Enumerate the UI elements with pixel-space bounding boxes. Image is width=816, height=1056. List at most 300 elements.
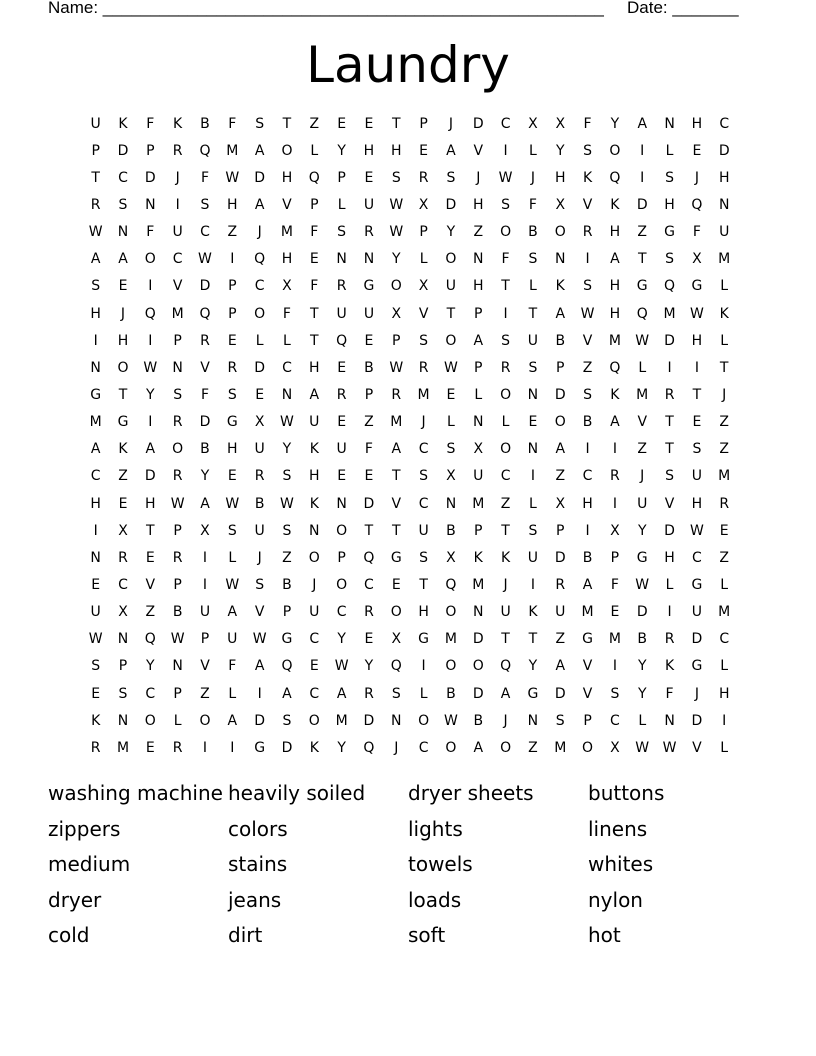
grid-letter: X (391, 631, 402, 648)
grid-letter: J (503, 576, 508, 593)
grid-letter: S (282, 712, 292, 729)
grid-letter: H (664, 549, 675, 566)
grid-letter: O (554, 224, 566, 241)
grid-letter: Q (308, 169, 320, 186)
grid-letter: X (200, 522, 210, 539)
grid-letter: V (582, 196, 593, 213)
grid-letter: F (692, 224, 701, 241)
grid-letter: E (692, 142, 702, 159)
grid-letter: A (118, 251, 128, 268)
grid-letter: W (662, 739, 677, 756)
grid-letter: D (254, 359, 266, 376)
grid-letter: A (582, 576, 593, 593)
word-list-item: hot (588, 923, 621, 947)
grid-letter: G (117, 414, 129, 431)
grid-letter: H (609, 305, 621, 322)
grid-letter: T (528, 631, 538, 648)
word-list-item: cold (48, 923, 90, 947)
grid-letter: C (145, 685, 156, 702)
grid-letter: Z (282, 549, 292, 566)
grid-letter: Y (282, 441, 292, 458)
grid-letter: W (143, 359, 158, 376)
grid-letter: I (230, 251, 235, 268)
grid-letter: F (665, 685, 674, 702)
grid-letter: Z (200, 685, 210, 702)
grid-letter: E (337, 359, 347, 376)
grid-letter: N (473, 604, 484, 621)
grid-letter: T (501, 631, 510, 648)
grid-letter: P (173, 685, 182, 702)
grid-letter: T (118, 386, 128, 403)
grid-letter: M (444, 631, 457, 648)
grid-letter: D (472, 631, 484, 648)
grid-letter: M (608, 631, 621, 648)
grid-letter: D (199, 414, 211, 431)
grid-letter: I (585, 522, 590, 539)
grid-letter: E (145, 549, 155, 566)
grid-letter: V (254, 604, 265, 621)
grid-letter: E (610, 604, 620, 621)
grid-letter: B (528, 224, 538, 241)
grid-letter: I (612, 495, 617, 512)
grid-letter: B (200, 441, 210, 458)
grid-letter: H (691, 495, 703, 512)
grid-letter: R (227, 359, 238, 376)
grid-letter: M (581, 604, 594, 621)
grid-letter: H (472, 196, 484, 213)
grid-letter: V (172, 278, 183, 295)
grid-letter: S (665, 169, 674, 186)
grid-row (82, 246, 738, 273)
grid-letter: C (418, 441, 429, 458)
grid-letter: A (282, 685, 292, 702)
grid-letter: A (90, 251, 101, 268)
grid-letter: A (336, 685, 347, 702)
grid-letter: V (418, 305, 429, 322)
grid-letter: C (282, 359, 292, 376)
grid-letter: J (394, 739, 399, 756)
grid-letter: G (691, 658, 703, 675)
grid-letter: X (418, 278, 429, 295)
grid-letter: P (173, 332, 182, 349)
grid-letter: W (580, 305, 595, 322)
grid-letter: L (720, 658, 729, 675)
grid-letter: V (582, 685, 593, 702)
grid-letter: G (418, 631, 430, 648)
grid-letter: K (582, 169, 593, 186)
grid-letter: U (445, 278, 457, 295)
grid-letter: L (419, 251, 428, 268)
grid-letter: Z (528, 739, 538, 756)
grid-letter: S (227, 522, 237, 539)
grid-letter: U (691, 468, 702, 485)
grid-letter: H (90, 495, 101, 512)
grid-letter: Y (637, 522, 647, 539)
grid-letter: T (419, 576, 428, 593)
grid-letter: M (472, 576, 485, 593)
grid-letter: N (172, 658, 183, 675)
grid-letter: X (555, 196, 566, 213)
grid-letter: P (91, 142, 100, 159)
grid-letter: L (228, 685, 237, 702)
grid-letter: O (336, 576, 348, 593)
grid-letter: A (473, 739, 484, 756)
grid-letter: S (91, 658, 101, 675)
grid-letter: H (309, 359, 320, 376)
grid-letter: F (310, 224, 319, 241)
grid-letter: O (500, 386, 512, 403)
grid-letter: T (310, 305, 319, 322)
grid-letter: I (503, 142, 508, 159)
grid-letter: A (254, 658, 265, 675)
grid-letter: S (173, 386, 183, 403)
grid-letter: U (90, 115, 101, 132)
grid-letter: H (472, 278, 484, 295)
grid-letter: G (90, 386, 102, 403)
word-list-item: towels (408, 852, 473, 876)
grid-row (82, 409, 738, 436)
grid-letter: P (474, 522, 483, 539)
grid-letter: J (120, 305, 126, 322)
grid-letter: I (148, 414, 153, 431)
grid-letter: R (90, 196, 101, 213)
grid-letter: L (665, 142, 674, 159)
grid-letter: H (391, 142, 402, 159)
grid-letter: Q (254, 251, 266, 268)
grid-letter: D (472, 115, 484, 132)
grid-letter: Q (636, 305, 648, 322)
grid-letter: W (389, 196, 404, 213)
grid-letter: T (391, 522, 401, 539)
grid-letter: W (444, 359, 458, 376)
grid-letter: X (555, 495, 566, 512)
grid-letter: K (118, 441, 128, 458)
grid-letter: R (719, 495, 730, 512)
grid-letter: E (337, 414, 347, 431)
grid-letter: D (199, 278, 211, 295)
grid-row (82, 490, 738, 517)
grid-letter: E (364, 169, 374, 186)
grid-letter: X (610, 739, 620, 756)
grid-letter: E (364, 332, 374, 349)
grid-letter: N (117, 712, 129, 729)
grid-letter: M (636, 386, 649, 403)
grid-letter: R (664, 386, 675, 403)
grid-letter: H (363, 142, 375, 159)
grid-letter: L (529, 278, 537, 295)
grid-letter: T (665, 441, 674, 458)
grid-letter: N (664, 712, 675, 729)
grid-letter: O (500, 739, 512, 756)
grid-letter: T (665, 414, 674, 431)
word-list-item: loads (408, 887, 462, 912)
grid-letter: S (391, 169, 401, 186)
grid-letter: J (421, 414, 426, 431)
grid-letter: M (718, 468, 731, 485)
grid-letter: O (609, 142, 621, 159)
grid-letter: U (227, 631, 238, 648)
grid-letter: Y (637, 658, 647, 675)
grid-letter: F (501, 251, 510, 268)
grid-letter: S (419, 468, 429, 485)
grid-letter: M (89, 414, 102, 431)
grid-letter: L (529, 495, 537, 512)
grid-letter: U (527, 332, 539, 349)
grid-letter: Q (199, 305, 211, 322)
grid-letter: I (202, 549, 208, 566)
grid-letter: M (390, 414, 403, 431)
grid-letter: I (640, 169, 645, 186)
grid-letter: Y (637, 685, 647, 702)
word-list-item: nylon (588, 887, 643, 912)
grid-letter: C (118, 576, 128, 593)
grid-letter: I (175, 196, 180, 213)
grid-letter: D (144, 468, 156, 485)
grid-letter: D (691, 712, 703, 729)
word-list-item: zippers (48, 816, 121, 841)
grid-letter: M (718, 604, 731, 621)
grid-letter: X (446, 549, 456, 566)
grid-letter: A (555, 441, 566, 458)
grid-letter: A (227, 604, 238, 621)
grid-letter: U (254, 441, 265, 458)
grid-letter: H (309, 468, 320, 485)
grid-letter: E (309, 251, 319, 268)
grid-letter: X (610, 522, 620, 539)
grid-letter: I (503, 305, 508, 322)
grid-letter: F (146, 115, 155, 132)
grid-letter: V (582, 658, 593, 675)
grid-row (82, 191, 738, 218)
grid-letter: Z (637, 224, 648, 241)
name-field[interactable]: Name: _____________________________________________________ (48, 0, 604, 17)
grid-letter: S (200, 196, 210, 213)
grid-letter: K (309, 495, 319, 512)
grid-letter: P (337, 169, 346, 186)
grid-letter: S (337, 224, 347, 241)
grid-letter: O (172, 441, 184, 458)
grid-letter: R (555, 576, 566, 593)
grid-letter: K (719, 305, 729, 322)
grid-letter: D (691, 631, 703, 648)
grid-letter: S (501, 196, 511, 213)
grid-letter: G (582, 631, 593, 648)
grid-letter: S (665, 468, 674, 485)
grid-letter: U (336, 305, 347, 322)
grid-letter: Y (337, 631, 346, 648)
grid-letter: S (282, 468, 292, 485)
grid-letter: O (500, 224, 512, 241)
word-list-item: buttons (588, 781, 665, 805)
grid-letter: C (719, 115, 730, 132)
grid-letter: P (364, 386, 374, 403)
grid-letter: N (309, 522, 320, 539)
grid-letter: K (473, 549, 483, 566)
grid-letter: W (225, 576, 240, 593)
grid-letter: P (474, 359, 483, 376)
grid-letter: B (555, 332, 566, 349)
grid-letter: O (281, 142, 293, 159)
grid-letter: N (117, 631, 129, 648)
grid-row (82, 436, 738, 463)
grid-letter: J (530, 169, 535, 186)
grid-row (82, 327, 738, 354)
grid-letter: W (280, 495, 294, 512)
grid-letter: L (501, 414, 510, 431)
grid-letter: U (90, 604, 101, 621)
grid-row (82, 273, 738, 300)
grid-letter: R (254, 468, 265, 485)
grid-letter: P (419, 115, 428, 132)
grid-letter: Y (337, 142, 346, 159)
grid-letter: V (692, 739, 702, 756)
grid-letter: N (445, 495, 457, 512)
grid-letter: U (363, 305, 375, 322)
grid-letter: I (530, 468, 535, 485)
grid-letter: S (446, 441, 456, 458)
grid-letter: H (691, 332, 703, 349)
grid-letter: W (444, 712, 458, 729)
grid-letter: F (528, 196, 537, 213)
grid-row (82, 599, 738, 626)
grid-letter: Z (500, 495, 511, 512)
grid-letter: N (363, 251, 375, 268)
grid-letter: H (609, 278, 621, 295)
grid-letter: Q (691, 196, 703, 213)
grid-letter: C (500, 468, 511, 485)
grid-letter: A (610, 251, 620, 268)
grid-letter: I (585, 251, 590, 268)
grid-letter: Y (146, 658, 155, 675)
grid-letter: L (447, 414, 455, 431)
grid-letter: A (500, 685, 511, 702)
grid-letter: Z (719, 414, 729, 431)
grid-letter: U (254, 522, 265, 539)
grid-letter: N (172, 359, 183, 376)
grid-letter: C (691, 549, 702, 566)
grid-letter: W (280, 414, 294, 431)
grid-letter: G (363, 278, 375, 295)
word-list-item: dryer sheets (408, 781, 534, 805)
grid-letter: Q (445, 576, 457, 593)
grid-letter: I (148, 332, 153, 349)
grid-letter: O (500, 441, 512, 458)
grid-letter: Y (337, 739, 346, 756)
grid-letter: O (254, 305, 266, 322)
grid-letter: I (722, 712, 727, 729)
grid-letter: E (118, 495, 128, 512)
grid-letter: D (363, 712, 375, 729)
word-list-item: stains (228, 852, 288, 876)
grid-letter: R (364, 224, 374, 241)
grid-letter: O (445, 332, 457, 349)
grid-letter: C (200, 224, 210, 241)
grid-letter: C (90, 468, 101, 485)
grid-letter: Q (281, 658, 293, 675)
grid-letter: A (145, 441, 156, 458)
grid-letter: E (364, 631, 374, 648)
grid-letter: N (281, 386, 293, 403)
word-list-item: linens (588, 816, 648, 841)
grid-letter: W (389, 224, 404, 241)
grid-letter: D (636, 196, 648, 213)
grid-letter: U (309, 604, 320, 621)
grid-letter: J (448, 115, 453, 132)
grid-letter: A (254, 196, 265, 213)
grid-letter: S (391, 685, 401, 702)
grid-letter: Z (719, 549, 729, 566)
grid-letter: D (445, 196, 457, 213)
grid-letter: P (228, 278, 237, 295)
grid-letter: N (527, 386, 539, 403)
word-search-grid (82, 110, 738, 761)
grid-letter: B (637, 631, 648, 648)
word-list-item: lights (408, 816, 463, 841)
grid-letter: G (636, 278, 648, 295)
grid-letter: S (555, 712, 565, 729)
grid-row (82, 571, 738, 598)
grid-letter: Y (364, 658, 374, 675)
grid-letter: R (610, 468, 620, 485)
grid-letter: A (227, 712, 238, 729)
grid-letter: P (118, 658, 128, 675)
grid-row (82, 354, 738, 381)
grid-letter: B (254, 495, 265, 512)
grid-row (82, 300, 738, 327)
grid-letter: I (230, 739, 235, 756)
grid-letter: V (582, 332, 593, 349)
grid-letter: W (252, 631, 267, 648)
grid-letter: K (528, 604, 538, 621)
grid-row (82, 219, 738, 246)
grid-letter: U (336, 441, 347, 458)
grid-letter: F (146, 224, 155, 241)
grid-letter: N (336, 495, 347, 512)
grid-letter: J (694, 169, 699, 186)
grid-letter: P (419, 224, 428, 241)
grid-letter: K (173, 115, 183, 132)
grid-letter: I (667, 604, 672, 621)
grid-letter: M (171, 305, 184, 322)
grid-letter: P (173, 522, 182, 539)
grid-letter: F (583, 115, 592, 132)
grid-letter: M (116, 739, 130, 756)
grid-letter: S (528, 251, 538, 268)
grid-letter: T (446, 305, 456, 322)
grid-letter: I (202, 739, 208, 756)
grid-letter: V (473, 142, 484, 159)
grid-letter: U (172, 224, 183, 241)
date-field[interactable]: Date: _______ (627, 0, 739, 17)
grid-letter: O (445, 658, 457, 675)
grid-row (82, 707, 738, 734)
grid-letter: Q (199, 142, 211, 159)
grid-letter: G (390, 549, 402, 566)
grid-letter: M (663, 305, 676, 322)
grid-letter: L (638, 712, 647, 729)
grid-letter: Q (363, 549, 375, 566)
grid-letter: I (530, 576, 535, 593)
word-list-item: dirt (228, 923, 263, 947)
grid-letter: H (227, 441, 238, 458)
grid-letter: E (719, 522, 729, 539)
grid-letter: D (254, 712, 266, 729)
grid-letter: C (500, 115, 511, 132)
grid-letter: C (582, 468, 593, 485)
grid-letter: W (498, 169, 513, 186)
grid-letter: C (610, 712, 620, 729)
grid-letter: C (309, 631, 320, 648)
